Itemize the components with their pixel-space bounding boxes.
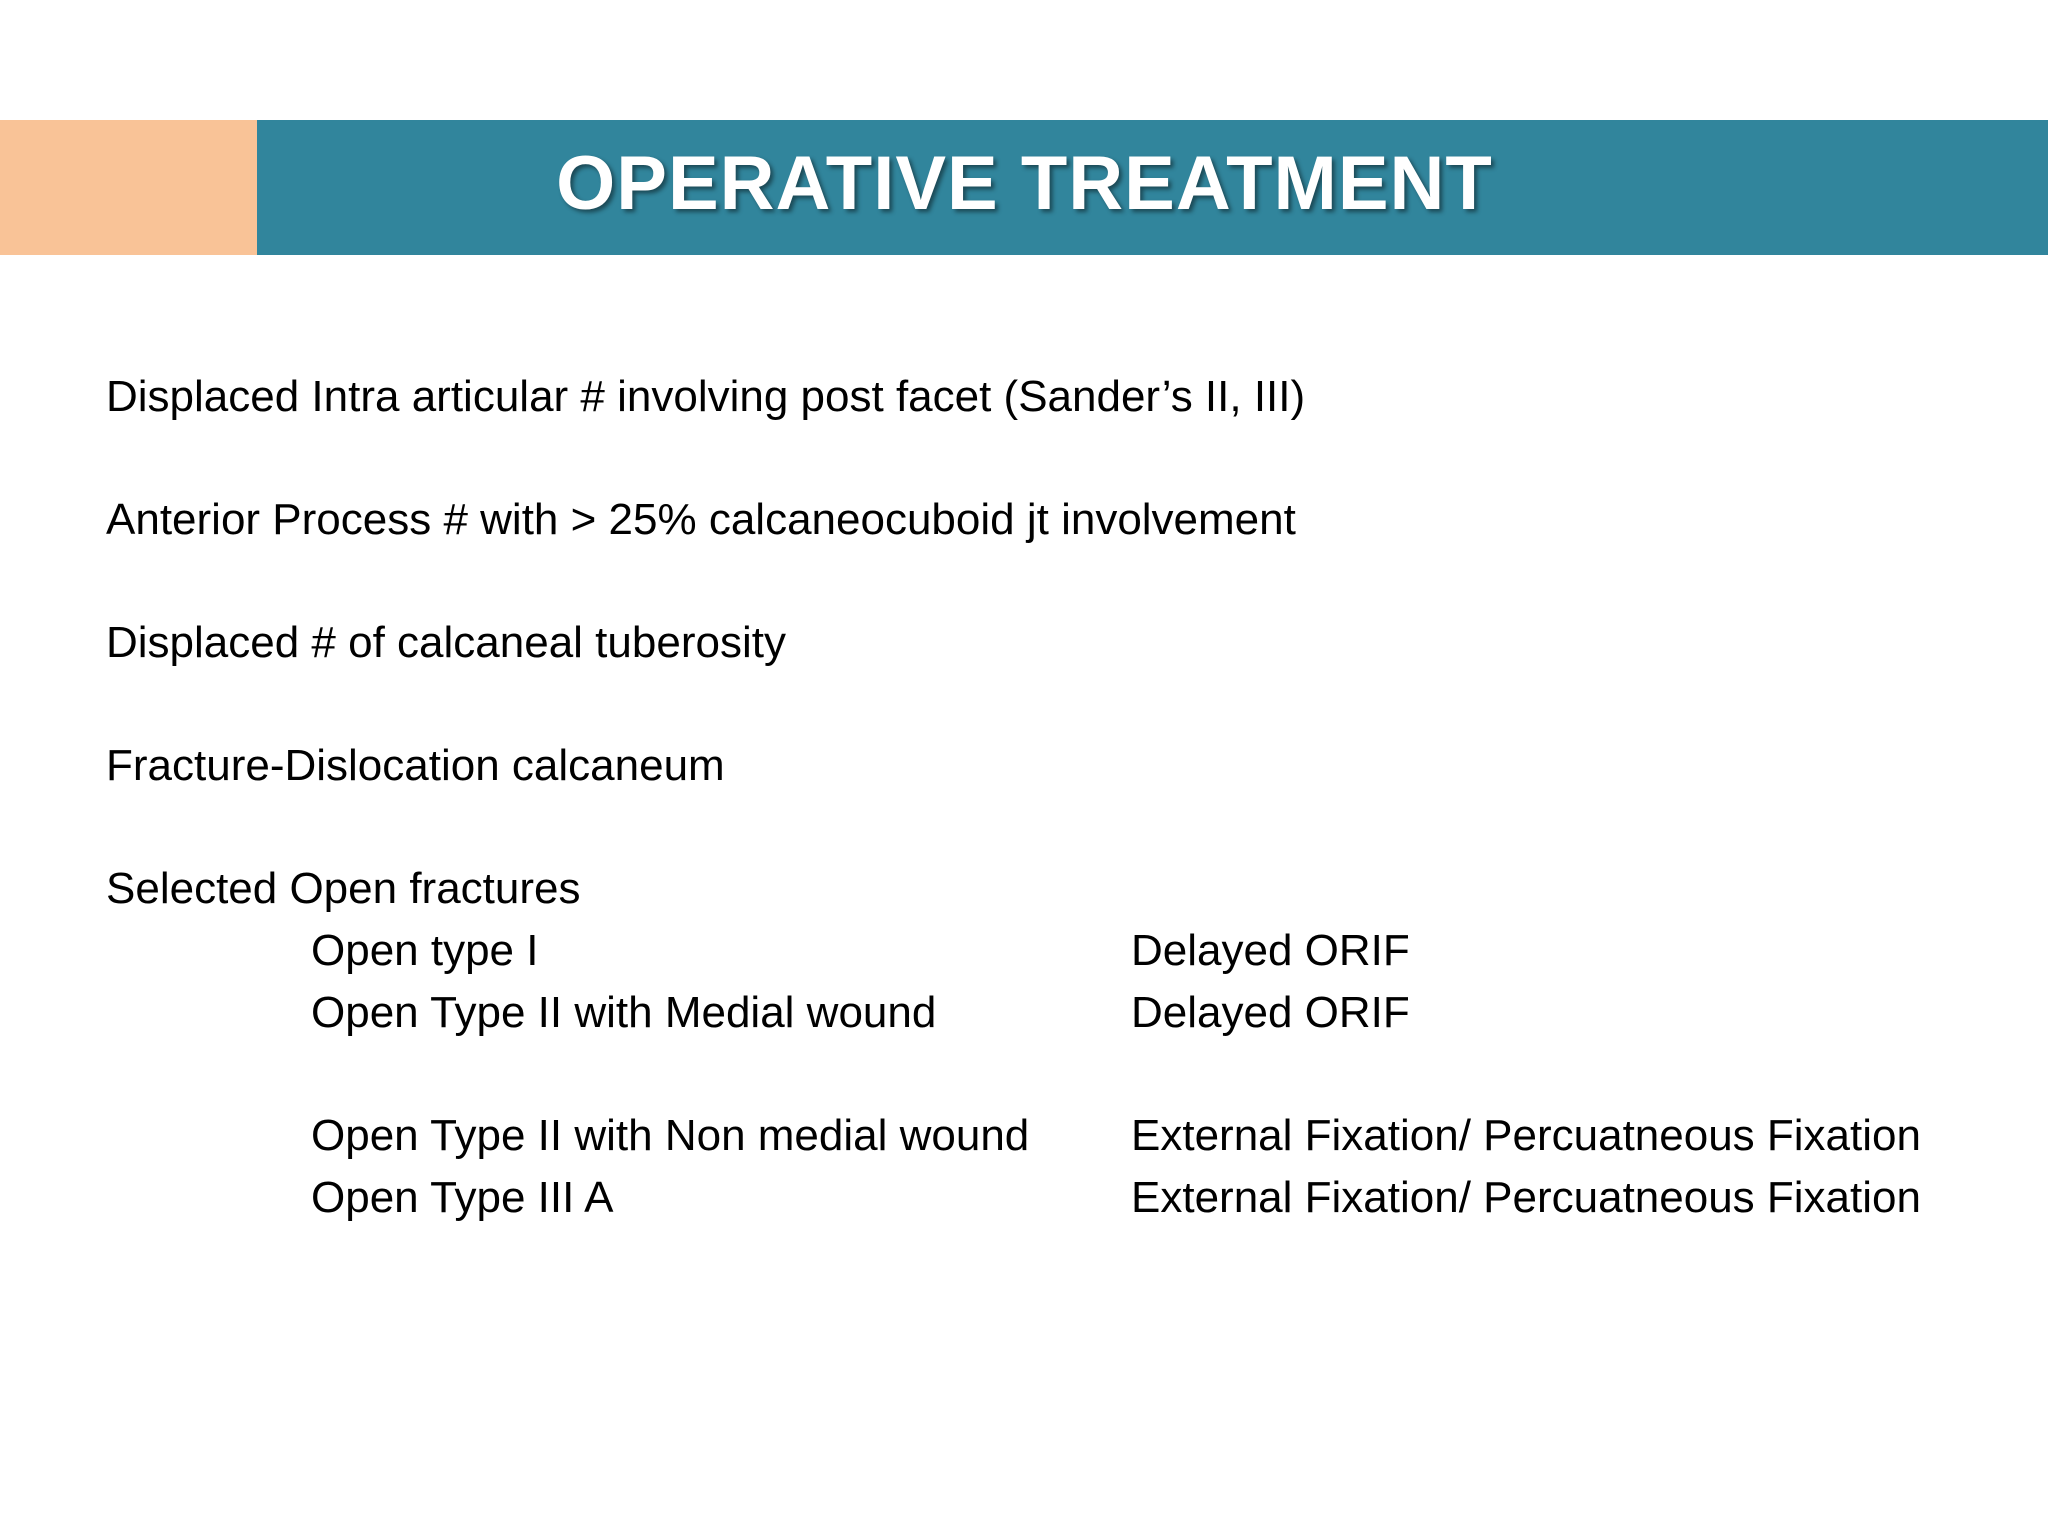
bullet-item: Anterior Process # with > 25% calcaneocuboid jt involvement [106, 495, 1296, 544]
fracture-type: Open type I [311, 926, 539, 975]
fracture-treatment: Delayed ORIF [1131, 988, 1410, 1037]
open-fracture-row [311, 1105, 2006, 1167]
open-fracture-row [311, 1167, 2006, 1229]
fracture-treatment: External Fixation/ Percuatneous Fixation [1131, 1111, 1921, 1160]
bullet-item: Displaced Intra articular # involving post facet (Sander’s II, III) [106, 372, 1306, 421]
bullet-item: Displaced # of calcaneal tuberosity [106, 618, 786, 667]
open-fracture-row [311, 920, 2006, 982]
title-bar [257, 120, 2048, 255]
fracture-treatment: Delayed ORIF [1131, 926, 1410, 975]
bullet-item: Selected Open fractures [106, 864, 581, 913]
slide-content [106, 366, 2006, 1229]
fracture-type: Open Type II with Medial wound [311, 988, 937, 1037]
open-fracture-table [311, 920, 2006, 1229]
slide-title: OPERATIVE TREATMENT [556, 141, 1493, 226]
open-fracture-row [311, 982, 2006, 1044]
fracture-type: Open Type III A [311, 1173, 614, 1222]
title-band [0, 120, 2048, 255]
bullet-item: Fracture-Dislocation calcaneum [106, 741, 725, 790]
fracture-type: Open Type II with Non medial wound [311, 1111, 1030, 1160]
fracture-treatment: External Fixation/ Percuatneous Fixation [1131, 1173, 1921, 1222]
